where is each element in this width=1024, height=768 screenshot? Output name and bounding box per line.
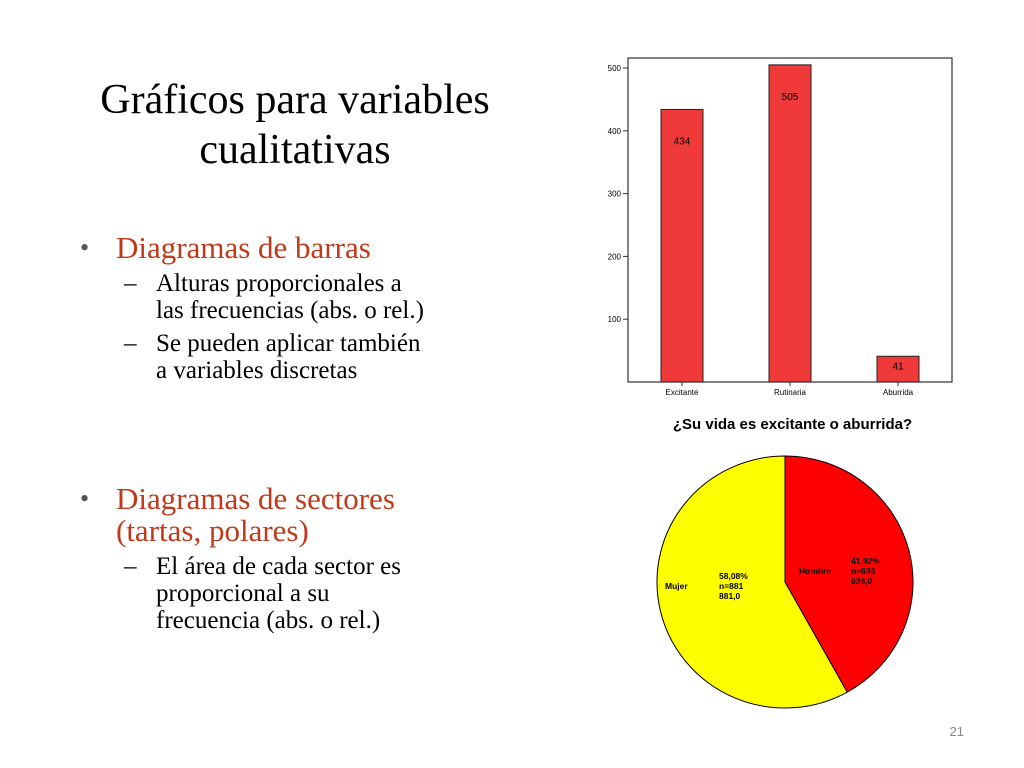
bullet-group-sectors [80,483,510,634]
bar-chart-xlabel: ¿Su vida es excitante o aburrida? [672,416,913,433]
y-tick-label-500: 500 [607,64,621,73]
bar-value-label-rutinaria: 505 [781,91,799,103]
sectors-sub-line-3: frecuencia (abs. o rel.) [156,607,381,634]
sectors-heading-line2: (tartas, polares) [116,513,309,548]
sectors-sub-line-2: proporcional a su [156,580,330,607]
x-tick-label-aburrida: Aburrida [882,388,914,397]
y-tick-label-400: 400 [607,126,621,136]
slide-title [60,75,530,175]
pie-percent-mujer: 58,08% [719,571,748,581]
bullet-group-bars [80,232,510,384]
pie-chart [640,440,930,730]
x-tick-label-excitante: Excitante [665,388,699,397]
pie-label-mujer: Mujer [665,581,688,591]
bar-chart [590,50,995,410]
sub-1-line-2: las frecuencias (abs. o rel.) [156,297,424,324]
sub-2-line-2: a variables discretas [156,357,358,384]
pie-label-hombre: Hombre [799,566,832,576]
bar-value-label-aburrida: 41 [892,361,904,373]
pie-value-mujer: 881,0 [719,591,741,601]
y-tick-label-300: 300 [607,189,621,199]
page-number: 21 [949,724,964,739]
bullet-sectors-heading [80,483,510,547]
bullet-bars-sub-2: – Se pueden aplicar también a variables discretas [124,330,421,384]
slide-title-line1: Gráficos para variables [100,77,490,123]
pie-value-hombre: 636,0 [851,576,873,586]
pie-n-mujer: n=881 [719,581,744,591]
bar-rutinaria [769,65,811,382]
pie-n-hombre: n=636 [851,566,876,576]
bullet-sectors-sub-1: – El área de cada sector es proporcional a su frecuencia (abs. o rel.) [124,553,401,634]
y-tick-label-100: 100 [607,315,621,325]
bar-excitante [661,109,703,382]
y-tick-label-200: 200 [607,252,621,262]
sub-1-line-1: Alturas proporcionales a [156,270,402,297]
bullet-bars-heading: • Diagramas de barras [80,232,510,264]
bar-value-label-excitante: 434 [673,136,691,148]
x-tick-label-rutinaria: Rutinaria [773,388,807,397]
sub-2-line-1: Se pueden aplicar también [156,330,421,357]
sectors-heading-line1: Diagramas de sectores [116,481,395,516]
sectors-sub-line-1: El área de cada sector es [156,553,401,580]
bullet-bars-sub-1: – Alturas proporcionales a las frecuencias (abs. o rel.) [124,270,424,324]
slide-title-line2: cualitativas [199,127,391,173]
pie-percent-hombre: 41,92% [851,556,880,566]
